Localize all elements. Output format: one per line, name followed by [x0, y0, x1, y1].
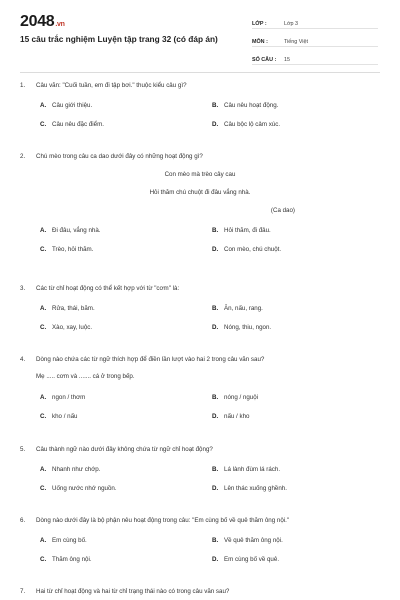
option-a[interactable]: [40, 394, 212, 401]
option-a[interactable]: [40, 466, 212, 473]
option-b[interactable]: [212, 227, 384, 234]
logo-text: 2048: [20, 13, 55, 30]
question-text: Các từ chỉ hoạt động có thể kết hợp với từ "cơm" là:: [36, 285, 180, 292]
meta-label: LỚP :: [252, 21, 267, 27]
option-letter: B.: [212, 305, 219, 312]
option-d[interactable]: [212, 556, 384, 563]
meta-label: MÔN :: [252, 39, 268, 45]
site-logo[interactable]: [20, 13, 65, 31]
option-text: Nhanh như chớp.: [52, 466, 101, 473]
option-d[interactable]: [212, 121, 384, 128]
question-number: 2.: [20, 153, 26, 160]
option-a[interactable]: [40, 227, 212, 234]
option-letter: D.: [212, 324, 219, 331]
option-letter: C.: [40, 324, 47, 331]
option-letter: A.: [40, 537, 47, 544]
question-text: Dòng nào chứa các từ ngữ thích hợp để điền lần lượt vào hai 2 trong câu văn sau?: [36, 356, 265, 363]
question-text: Hai từ chỉ hoạt động và hai từ chỉ trạng thái nào có trong câu văn sau?: [36, 588, 230, 595]
meta-row-class: [252, 14, 378, 29]
option-text: Câu nêu đặc điểm.: [52, 121, 104, 128]
option-letter: A.: [40, 466, 47, 473]
option-letter: B.: [212, 102, 219, 109]
option-text: Em cùng bố về quê.: [224, 556, 280, 563]
option-a[interactable]: [40, 102, 212, 109]
meta-value: Tiếng Việt: [284, 39, 308, 45]
option-letter: D.: [212, 556, 219, 563]
question-1: [20, 82, 380, 128]
option-c[interactable]: [40, 324, 212, 331]
option-letter: C.: [40, 413, 47, 420]
option-letter: D.: [212, 485, 219, 492]
option-d[interactable]: [212, 413, 384, 420]
verse-line-2: Hỏi thăm chú chuột đi đâu vắng nhà.: [149, 189, 251, 196]
option-letter: B.: [212, 537, 219, 544]
option-letter: C.: [40, 246, 47, 253]
question-3: [20, 285, 380, 331]
meta-value: Lớp 3: [284, 21, 299, 27]
option-b[interactable]: [212, 466, 384, 473]
option-c[interactable]: [40, 246, 212, 253]
option-text: Nóng, thiu, ngon.: [224, 324, 272, 331]
logo-suffix: .vn: [55, 21, 65, 28]
option-d[interactable]: [212, 246, 384, 253]
question-number: 6.: [20, 517, 26, 524]
option-text: Hỏi thăm, đi đâu.: [224, 227, 271, 234]
option-b[interactable]: [212, 305, 384, 312]
option-letter: A.: [40, 305, 47, 312]
option-text: Thăm ông nội.: [52, 556, 92, 563]
option-letter: A.: [40, 394, 47, 401]
option-letter: C.: [40, 121, 47, 128]
question-passage: Mẹ ..... cơm và ....... cá ở trong bếp.: [36, 373, 135, 380]
question-5: [20, 446, 380, 492]
option-d[interactable]: [212, 324, 384, 331]
option-text: Ăn, nấu, rang.: [224, 305, 263, 312]
meta-value: 15: [284, 57, 290, 63]
question-number: 1.: [20, 82, 26, 89]
option-text: Em cùng bố.: [52, 537, 87, 544]
option-text: Xào, xay, luộc.: [52, 324, 93, 331]
question-7: [20, 588, 380, 595]
option-text: ngon / thơm: [52, 394, 86, 401]
option-c[interactable]: [40, 556, 212, 563]
question-4: [20, 356, 380, 420]
option-b[interactable]: [212, 102, 384, 109]
option-letter: B.: [212, 394, 219, 401]
question-number: 3.: [20, 285, 26, 292]
question-2: [20, 153, 380, 253]
header-divider: [20, 72, 380, 73]
option-c[interactable]: [40, 485, 212, 492]
option-text: Uống nước nhớ nguồn.: [52, 485, 117, 492]
page-title: 15 câu trắc nghiệm Luyện tập trang 32 (có đáp án): [20, 34, 218, 44]
meta-info: [252, 14, 378, 68]
question-6: [20, 517, 380, 563]
option-b[interactable]: [212, 394, 384, 401]
option-text: nấu / kho: [224, 413, 250, 420]
option-text: Về quê thăm ông nội.: [224, 537, 283, 544]
option-text: Câu bộc lộ cảm xúc.: [224, 121, 281, 128]
option-text: Con mèo, chú chuột.: [224, 246, 282, 253]
meta-row-count: [252, 50, 378, 65]
option-letter: C.: [40, 556, 47, 563]
option-letter: B.: [212, 227, 219, 234]
option-letter: B.: [212, 466, 219, 473]
question-text: Chú mèo trong câu ca dao dưới đây có những hoạt động gì?: [36, 153, 203, 160]
option-c[interactable]: [40, 413, 212, 420]
meta-row-subject: [252, 32, 378, 47]
option-text: Trèo, hỏi thăm.: [52, 246, 94, 253]
option-text: Lên thác xuống ghềnh.: [224, 485, 287, 492]
option-text: Rửa, thái, băm.: [52, 305, 95, 312]
option-a[interactable]: [40, 305, 212, 312]
option-text: Câu giới thiệu.: [52, 102, 93, 109]
option-letter: C.: [40, 485, 47, 492]
question-number: 4.: [20, 356, 26, 363]
option-c[interactable]: [40, 121, 212, 128]
option-letter: A.: [40, 102, 47, 109]
option-letter: D.: [212, 121, 219, 128]
question-number: 7.: [20, 588, 26, 595]
option-d[interactable]: [212, 485, 384, 492]
question-text: Dòng nào dưới đây là bộ phận nêu hoạt động trong câu: "Em cùng bố về quê thăm ông nội.": [36, 517, 290, 524]
option-b[interactable]: [212, 537, 384, 544]
option-text: Đi đâu, vắng nhà.: [52, 227, 101, 234]
question-text: Câu văn: "Cuối tuần, em đi tập bơi." thuộc kiểu câu gì?: [36, 82, 187, 89]
verse-line-1: Con mèo mà trèo cây cau: [164, 171, 236, 178]
option-letter: A.: [40, 227, 47, 234]
option-text: Câu nêu hoạt động.: [224, 102, 279, 109]
option-letter: D.: [212, 246, 219, 253]
meta-label: SỐ CÂU :: [252, 57, 277, 63]
option-text: kho / nấu: [52, 413, 78, 420]
option-a[interactable]: [40, 537, 212, 544]
option-letter: D.: [212, 413, 219, 420]
option-text: nóng / nguội: [224, 394, 259, 401]
verse-source: (Ca dao): [270, 207, 295, 214]
question-text: Câu thành ngữ nào dưới đây không chứa từ ngữ chỉ hoạt động?: [36, 446, 213, 453]
question-number: 5.: [20, 446, 26, 453]
option-text: Lá lành đùm lá rách.: [224, 466, 281, 473]
